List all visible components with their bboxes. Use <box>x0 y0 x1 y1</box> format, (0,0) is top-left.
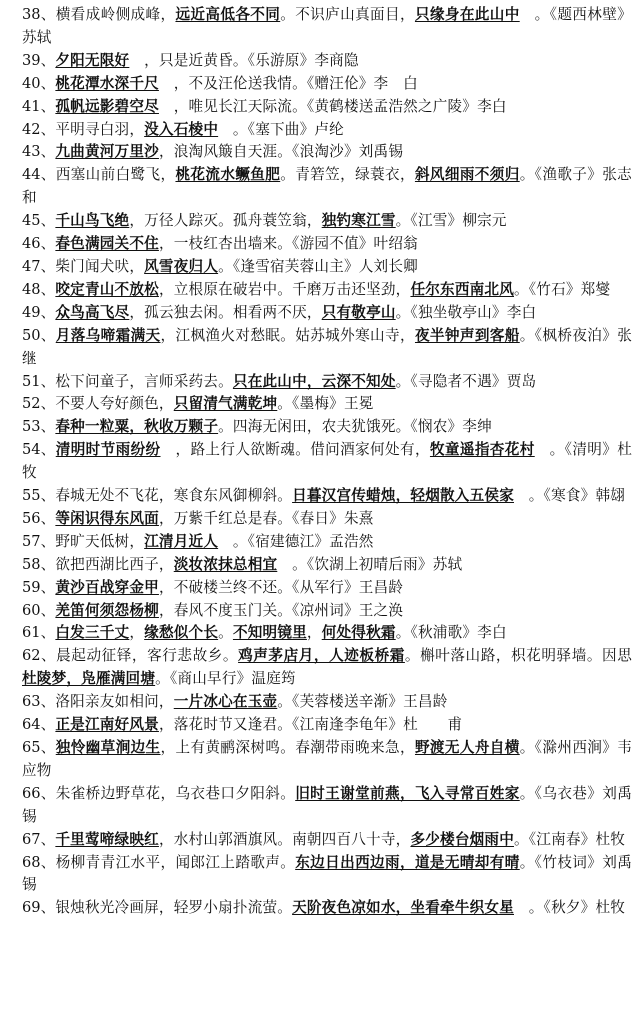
entry-number: 54 <box>22 441 41 459</box>
fill-in-answer: 远近高低各不同 <box>175 6 281 23</box>
fill-in-answer: 不知明镜里 <box>232 624 307 642</box>
poem-text: ，不及汪伦送我情。《赠汪伦》李 白 <box>158 74 418 92</box>
entry-number: 57 <box>22 532 41 550</box>
entry-number: 55 <box>22 487 41 505</box>
poem-entry <box>22 233 632 256</box>
entry-number: 45 <box>22 212 41 230</box>
poem-text: 。《商山早行》温庭筠 <box>155 670 296 688</box>
entry-number: 65 <box>22 739 41 756</box>
fill-in-answer: 羌笛何须怨杨柳 <box>55 601 159 619</box>
fill-in-answer: 斜风细雨不须归 <box>414 166 520 184</box>
entry-number: 59 <box>22 578 41 596</box>
poem-entry <box>22 554 632 577</box>
fill-in-answer: 千山鸟飞绝 <box>55 212 130 230</box>
poem-text: 、春城无处不飞花，寒食东风御柳斜。 <box>40 487 293 505</box>
fill-in-answer: 月落乌啼霜满天 <box>55 326 161 344</box>
poem-text: ，不破楼兰终不还。《从军行》王昌龄 <box>158 578 404 596</box>
poem-text: 。四海无闲田，农夫犹饿死。《悯农》李绅 <box>218 418 492 436</box>
poem-text: 。《宿建德江》孟浩然 <box>218 532 374 550</box>
fill-in-answer: 东边日出西边雨，道是无晴却有晴 <box>295 853 520 871</box>
poem-text: ，落花时节又逢君。《江南逢李龟年》杜 甫 <box>158 716 463 734</box>
entry-number: 43 <box>22 143 41 161</box>
fill-in-answer: 江清月近人 <box>144 532 219 550</box>
poem-text: 、横看成岭侧成峰， <box>40 6 176 23</box>
fill-in-answer: 只有敬亭山 <box>321 303 396 321</box>
poem-entry <box>22 577 632 600</box>
fill-in-answer: 咬定青山不放松 <box>55 280 159 298</box>
poem-text: 。《独坐敬亭山》李白 <box>395 303 537 321</box>
poem-entry <box>22 279 632 302</box>
poem-entry <box>22 714 632 737</box>
entry-number: 42 <box>22 120 41 138</box>
poem-entry <box>22 393 632 416</box>
poem-text: 、 <box>40 624 56 642</box>
poem-text: 。《寻隐者不遇》贾岛 <box>395 372 537 390</box>
poem-text: 、朱雀桥边野草花，乌衣巷口夕阳斜。 <box>40 784 296 802</box>
poem-entry <box>22 141 632 164</box>
fill-in-answer: 没入石棱中 <box>144 120 219 138</box>
poem-entry <box>22 783 632 829</box>
poem-entry <box>22 210 632 233</box>
fill-in-answer: 桃花潭水深千尺 <box>55 74 159 92</box>
poem-entry <box>22 164 632 210</box>
poem-text: 、平明寻白羽， <box>40 120 145 138</box>
poem-text: 、不要人夸好颜色， <box>40 395 174 413</box>
poem-text: 。《题西林壁》苏轼 <box>22 6 632 46</box>
poem-text: 。《乌衣巷》刘禹锡 <box>22 784 632 825</box>
fill-in-answer: 野渡无人舟自横 <box>414 739 520 756</box>
entry-number: 69 <box>22 899 41 917</box>
poem-text: 。《渔歌子》张志和 <box>22 166 632 207</box>
poem-text: 、松下问童子，言师采药去。 <box>40 372 233 390</box>
poem-text: ，一枝红杏出墙来。《游园不值》叶绍翁 <box>158 235 418 253</box>
fill-in-answer: 杜陵梦，凫雁满回塘 <box>22 670 156 688</box>
fill-in-answer: 黄沙百战穿金甲 <box>55 578 159 596</box>
fill-in-answer: 淡妆浓抹总相宜 <box>173 555 278 573</box>
poem-text: 。槲叶落山路，枳花明驿墙。因思 <box>404 647 632 665</box>
poem-entry <box>22 119 632 142</box>
fill-in-answer: 独怜幽草涧边生 <box>55 739 161 756</box>
poem-entry <box>22 852 632 898</box>
fill-in-answer: 孤帆远影碧空尽 <box>55 97 159 115</box>
poem-text: 。《墨梅》王冕 <box>277 395 374 413</box>
fill-in-answer: 正是江南好风景 <box>55 716 159 734</box>
poem-text: 、 <box>40 716 56 734</box>
fill-in-answer: 一片冰心在玉壶 <box>173 693 278 711</box>
poem-entry <box>22 96 632 119</box>
poem-entry <box>22 600 632 623</box>
fill-in-answer: 风雪夜归人 <box>144 257 219 275</box>
fill-in-answer: 任尔东西南北风 <box>410 280 514 298</box>
poem-text: 、 <box>40 578 56 596</box>
fill-in-answer: 日暮汉宫传蜡烛，轻烟散入五侯家 <box>292 487 514 505</box>
poem-text: 。《江雪》柳宗元 <box>395 212 507 230</box>
entry-number: 56 <box>22 509 41 527</box>
fill-in-answer: 旧时王谢堂前燕，飞入寻常百姓家 <box>295 784 520 802</box>
poem-entry <box>22 325 632 371</box>
poem-text: ，只是近黄昏。《乐游原》李商隐 <box>129 51 359 69</box>
entry-number: 60 <box>22 601 41 619</box>
poem-entry <box>22 4 632 50</box>
poem-entry <box>22 737 632 783</box>
poem-text: 。《寒食》韩翃 <box>514 487 626 505</box>
poem-entry <box>22 73 632 96</box>
poem-text: 。《逢雪宿芙蓉山主》人刘长卿 <box>218 257 418 275</box>
poem-text: 、银烛秋光冷画屏，轻罗小扇扑流萤。 <box>40 899 293 917</box>
fill-in-answer: 千里莺啼绿映红 <box>55 830 159 848</box>
entry-number: 46 <box>22 235 41 253</box>
poem-text: ，春风不度玉门关。《凉州词》王之涣 <box>158 601 404 619</box>
poem-entry <box>22 485 632 508</box>
poem-text: 。《枫桥夜泊》张继 <box>22 326 633 367</box>
entry-number: 39 <box>22 51 41 69</box>
fill-in-answer: 白发三千丈 <box>55 624 130 642</box>
poem-entry <box>22 439 632 485</box>
fill-in-answer: 只留清气满乾坤 <box>173 395 278 413</box>
poem-entry <box>22 256 632 279</box>
entry-number: 53 <box>22 418 41 436</box>
entry-number: 68 <box>22 853 41 871</box>
poem-text: ，孤云独去闲。相看两不厌， <box>129 303 322 321</box>
entry-number: 51 <box>22 372 41 390</box>
entry-number: 50 <box>22 326 41 344</box>
poem-entry <box>22 50 632 73</box>
poem-text: 、 <box>40 51 56 69</box>
poem-text: 、 <box>40 212 56 230</box>
fill-in-answer: 多少楼台烟雨中 <box>410 830 514 848</box>
poem-entry <box>22 416 632 439</box>
poem-text: 、 <box>40 74 56 92</box>
poem-entry-list <box>22 4 632 920</box>
poem-text: 、 <box>40 509 56 527</box>
fill-in-answer: 牧童遥指杏花村 <box>429 441 535 459</box>
poem-text: 、杨柳青青江水平，闻郎江上踏歌声。 <box>40 853 296 871</box>
poem-entry <box>22 622 632 645</box>
fill-in-answer: 夕阳无限好 <box>55 51 130 69</box>
poem-text: 。《滁州西涧》韦应物 <box>22 739 633 779</box>
entry-number: 62 <box>22 647 41 665</box>
poem-text: 、 <box>40 441 56 459</box>
poem-entry <box>22 302 632 325</box>
poem-text: 、 <box>40 739 56 756</box>
poem-entry <box>22 645 632 691</box>
entry-number: 63 <box>22 693 41 711</box>
poem-text: 。《芙蓉楼送辛渐》王昌龄 <box>277 693 448 711</box>
poem-text: ， <box>129 624 145 642</box>
poem-text: 。 <box>218 624 233 642</box>
poem-text: ，万紫千红总是春。《春日》朱熹 <box>158 509 374 527</box>
entry-number: 58 <box>22 555 41 573</box>
fill-in-answer: 只缘身在此山中 <box>414 6 520 23</box>
fill-in-answer: 桃花流水鳜鱼肥 <box>175 166 281 184</box>
entry-number: 40 <box>22 74 41 92</box>
poem-entry <box>22 829 632 852</box>
poem-text: ，唯见长江天际流。《黄鹤楼送孟浩然之广陵》李白 <box>158 97 507 115</box>
entry-number: 47 <box>22 257 41 275</box>
poem-text: 、 <box>40 418 56 436</box>
poem-text: 。《清明》杜牧 <box>22 441 633 482</box>
poem-text: ， <box>306 624 322 642</box>
poem-text: 、晨起动征铎，客行悲故乡。 <box>40 647 239 665</box>
poem-text: ，江枫渔火对愁眠。姑苏城外寒山寺， <box>160 326 415 344</box>
poem-entry <box>22 691 632 714</box>
poem-text: 、西塞山前白鹭飞， <box>40 166 176 184</box>
entry-number: 64 <box>22 716 41 734</box>
fill-in-answer: 天阶夜色凉如水，坐看牵牛织女星 <box>292 899 514 917</box>
fill-in-answer: 众鸟高飞尽 <box>55 303 130 321</box>
fill-in-answer: 夜半钟声到客船 <box>414 326 520 344</box>
poem-text: 、 <box>40 303 56 321</box>
poem-text: 。《江南春》杜牧 <box>514 830 626 848</box>
poem-text: 。《塞下曲》卢纶 <box>218 120 344 138</box>
poem-text: 、洛阳亲友如相问， <box>40 693 174 711</box>
poem-text: 、 <box>40 280 56 298</box>
poem-text: ，上有黄鹂深树鸣。春潮带雨晚来急， <box>160 739 415 756</box>
poem-text: ，路上行人欲断魂。借问酒家何处有， <box>160 441 430 459</box>
fill-in-answer: 九曲黄河万里沙 <box>55 143 159 161</box>
poem-text: ，水村山郭酒旗风。南朝四百八十寺， <box>158 830 411 848</box>
poem-text: 、 <box>40 97 56 115</box>
poem-text: 、 <box>40 830 56 848</box>
poem-entry <box>22 371 632 394</box>
entry-number: 49 <box>22 303 41 321</box>
entry-number: 44 <box>22 166 41 184</box>
poem-text: 、 <box>40 601 56 619</box>
fill-in-answer: 鸡声茅店月，人迹板桥霜 <box>238 647 405 665</box>
poem-text: 。《竹石》郑燮 <box>514 280 611 298</box>
poem-entry <box>22 508 632 531</box>
entry-number: 38 <box>22 6 41 23</box>
fill-in-answer: 独钓寒江雪 <box>321 212 396 230</box>
poem-text: 。《竹枝词》刘禹锡 <box>22 853 632 894</box>
fill-in-answer: 等闲识得东风面 <box>55 509 159 527</box>
entry-number: 48 <box>22 280 41 298</box>
poem-text: 、欲把西湖比西子， <box>40 555 174 573</box>
poem-text: 、 <box>40 143 56 161</box>
fill-in-answer: 只在此山中，云深不知处 <box>232 372 396 390</box>
poem-text: 、 <box>40 235 56 253</box>
fill-in-answer: 春种一粒粟，秋收万颗子 <box>55 418 219 436</box>
poem-text: ，立根原在破岩中。千磨万击还坚劲， <box>158 280 411 298</box>
poem-text: 。《饮湖上初晴后雨》苏轼 <box>277 555 463 573</box>
poem-text: ，浪淘风簸自天涯。《浪淘沙》刘禹锡 <box>158 143 404 161</box>
fill-in-answer: 何处得秋霜 <box>321 624 396 642</box>
poem-text: ，万径人踪灭。孤舟蓑笠翁， <box>129 212 322 230</box>
entry-number: 66 <box>22 784 41 802</box>
poem-text: 。《秋夕》杜牧 <box>514 899 626 917</box>
poem-text: 。《秋浦歌》李白 <box>395 624 507 642</box>
poem-text: 。青箬笠，绿蓑衣， <box>280 166 415 184</box>
entry-number: 41 <box>22 97 41 115</box>
poem-entry <box>22 531 632 554</box>
fill-in-answer: 缘愁似个长 <box>144 624 219 642</box>
poem-text: 、柴门闻犬吠， <box>40 257 145 275</box>
poem-text: 。不识庐山真面目， <box>280 6 415 23</box>
poem-text: 、 <box>40 326 56 344</box>
poem-entry <box>22 897 632 920</box>
fill-in-answer: 春色满园关不住 <box>55 235 159 253</box>
entry-number: 52 <box>22 395 41 413</box>
fill-in-answer: 清明时节雨纷纷 <box>55 441 161 459</box>
entry-number: 61 <box>22 624 41 642</box>
entry-number: 67 <box>22 830 41 848</box>
poem-text: 、野旷天低树， <box>40 532 145 550</box>
